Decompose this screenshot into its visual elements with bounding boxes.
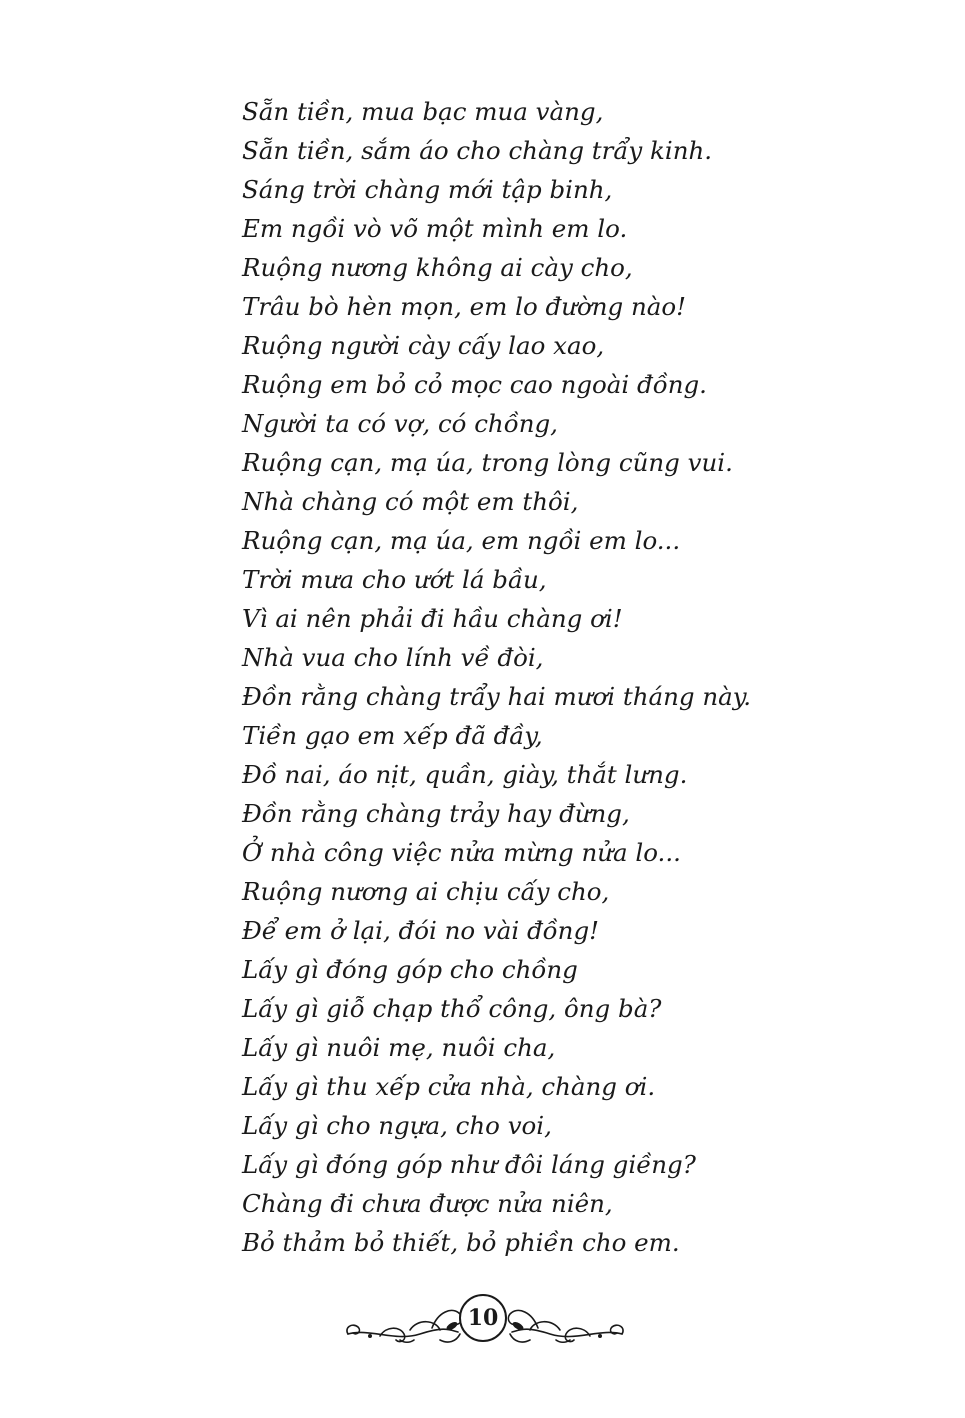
poem-line: Ruộng cạn, mạ úa, em ngồi em lo... <box>242 526 681 555</box>
poem-line: Em ngồi vò võ một mình em lo. <box>242 214 628 243</box>
poem-line: Sáng trời chàng mới tập binh, <box>242 175 613 204</box>
poem-line: Lấy gì giỗ chạp thổ công, ông bà? <box>242 994 662 1023</box>
poem-line: Nhà vua cho lính về đòi, <box>242 643 544 672</box>
poem-line: Vì ai nên phải đi hầu chàng ơi! <box>242 604 623 633</box>
poem-text <box>242 92 902 1262</box>
poem-line: Sẵn tiền, mua bạc mua vàng, <box>242 97 604 126</box>
poem-line: Sẵn tiền, sắm áo cho chàng trẩy kinh. <box>242 136 713 165</box>
poem-line: Đồ nai, áo nịt, quần, giày, thắt lưng. <box>242 760 688 789</box>
poem-line: Lấy gì nuôi mẹ, nuôi cha, <box>242 1033 556 1062</box>
poem-line: Lấy gì đóng góp như đôi láng giềng? <box>242 1150 696 1179</box>
page-number: 10 <box>459 1294 507 1342</box>
poem-line: Lấy gì đóng góp cho chồng <box>242 955 578 984</box>
poem-line: Trời mưa cho ướt lá bầu, <box>242 565 547 594</box>
poem-line: Ruộng nương không ai cày cho, <box>242 253 633 282</box>
poem-line: Đồn rằng chàng trảy hay đừng, <box>242 799 630 828</box>
poem-line: Tiền gạo em xếp đã đầy, <box>242 721 543 750</box>
poem-line: Ở nhà công việc nửa mừng nửa lo... <box>242 838 681 867</box>
poem-line: Đồn rằng chàng trẩy hai mươi tháng này. <box>242 682 752 711</box>
poem-line: Ruộng người cày cấy lao xao, <box>242 331 605 360</box>
poem-line: Lấy gì thu xếp cửa nhà, chàng ơi. <box>242 1072 656 1101</box>
poem-line: Nhà chàng có một em thôi, <box>242 487 579 516</box>
poem-line: Trâu bò hèn mọn, em lo đường nào! <box>242 292 686 321</box>
poem-line: Lấy gì cho ngựa, cho voi, <box>242 1111 552 1140</box>
poem-line: Ruộng em bỏ cỏ mọc cao ngoài đồng. <box>242 370 707 399</box>
poem-line: Bỏ thảm bỏ thiết, bỏ phiền cho em. <box>242 1228 680 1257</box>
poem-line: Người ta có vợ, có chồng, <box>242 409 558 438</box>
poem-line: Chàng đi chưa được nửa niên, <box>242 1189 613 1218</box>
poem-line: Ruộng nương ai chịu cấy cho, <box>242 877 610 906</box>
poem-line: Để em ở lại, đói no vài đồng! <box>242 916 599 945</box>
poem-line: Ruộng cạn, mạ úa, trong lòng cũng vui. <box>242 448 733 477</box>
